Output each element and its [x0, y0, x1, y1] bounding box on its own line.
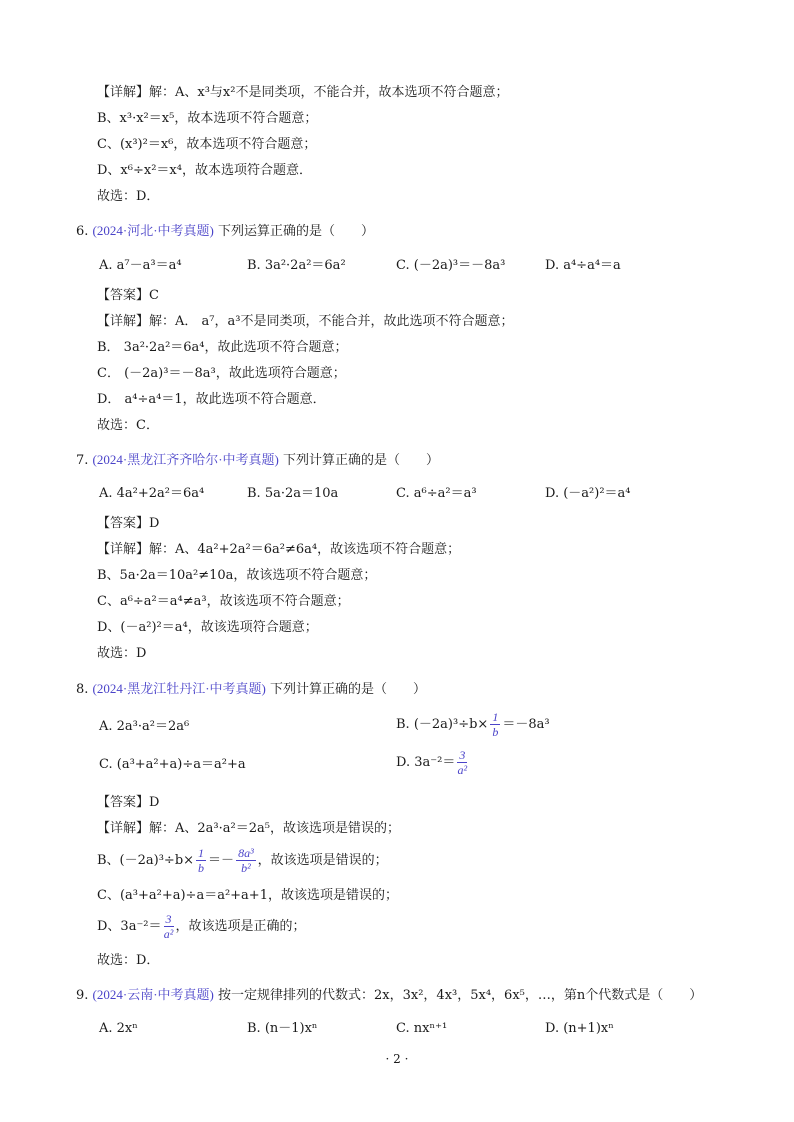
fraction-denominator: b² — [241, 861, 251, 875]
option-b: B. 3a²·2a²＝6a² — [247, 258, 346, 273]
option-a: A. 2a³·a²＝2a⁶ — [99, 719, 190, 734]
option-a: A. 2xⁿ — [99, 1021, 138, 1036]
explanation-line: 【详解】解：A、2a³·a²＝2a⁵，故该选项是错误的； — [97, 821, 400, 836]
explanation-line: 【详解】解：A． a⁷，a³不是同类项，不能合并，故此选项不符合题意； — [97, 314, 514, 329]
fraction — [164, 912, 174, 941]
fraction-denominator: a² — [457, 763, 468, 777]
text-segment: B、(－2a)³÷b× — [97, 852, 195, 868]
question-source: (2024·河北·中考真题) — [92, 223, 214, 238]
option-d: D. a⁴÷a⁴＝a — [545, 258, 621, 273]
option-a: A. a⁷－a³＝a⁴ — [99, 258, 182, 273]
question-text: 按一定规律排列的代数式：2x，3x²，4x³，5x⁴，6x⁵，…，第n个代数式是（ ） — [218, 988, 703, 1003]
question-8-stem — [76, 680, 426, 699]
question-number: 6. — [76, 224, 89, 239]
option-d: D. (n+1)xⁿ — [545, 1021, 614, 1036]
explanation-line: B、5a·2a＝10a²≠10a，故该选项不符合题意； — [97, 568, 377, 583]
explanation-line: D． a⁴÷a⁴＝1，故此选项不符合题意． — [97, 392, 326, 407]
question-source: (2024·黑龙江齐齐哈尔·中考真题) — [92, 452, 279, 467]
explanation-line: C、(x³)²＝x⁶，故本选项不符合题意； — [97, 137, 317, 152]
option-b: B. (n－1)xⁿ — [247, 1021, 318, 1036]
question-source: (2024·云南·中考真题) — [92, 987, 214, 1002]
answer-line: 【答案】D — [97, 516, 160, 531]
conclusion-line: 故选：D． — [97, 953, 160, 968]
option-a: A. 4a²+2a²＝6a⁴ — [99, 486, 205, 501]
text-segment: ，故该选项是正确的； — [175, 918, 306, 934]
text-segment: ，故该选项是错误的； — [257, 852, 388, 868]
option-d — [396, 748, 469, 777]
explanation-line: 【详解】解：A、4a²+2a²＝6a²≠6a⁴，故该选项不符合题意； — [97, 542, 461, 557]
fraction-numerator: 8a³ — [238, 846, 254, 860]
text-segment: ＝－ — [208, 852, 235, 868]
question-9-stem — [76, 986, 702, 1005]
question-number: 7. — [76, 453, 89, 468]
fraction — [490, 710, 500, 739]
question-source: (2024·黑龙江牡丹江·中考真题) — [92, 681, 266, 696]
fraction-denominator: b — [492, 725, 499, 739]
explanation-line: B、x³·x²＝x⁵，故本选项不符合题意； — [97, 111, 318, 126]
explanation-line — [97, 846, 388, 875]
question-text: 下列计算正确的是（ ） — [283, 453, 440, 468]
explanation-line: D、(－a²)²＝a⁴，故该选项符合题意； — [97, 620, 318, 635]
question-7-stem — [76, 451, 439, 470]
conclusion-line: 故选：D． — [97, 189, 160, 204]
option-c: C. nxⁿ⁺¹ — [396, 1021, 448, 1036]
answer-line: 【答案】D — [97, 795, 160, 810]
option-b — [396, 710, 550, 739]
fraction — [236, 846, 256, 875]
explanation-line: B． 3a²·2a²＝6a⁴，故此选项不符合题意； — [97, 340, 348, 355]
option-d: D. (－a²)²＝a⁴ — [545, 486, 631, 501]
question-text: 下列运算正确的是（ ） — [218, 224, 375, 239]
answer-line: 【答案】C — [97, 288, 159, 303]
conclusion-line: 故选：D — [97, 646, 147, 661]
conclusion-line: 故选：C． — [97, 418, 159, 433]
fraction — [457, 748, 467, 777]
fraction-denominator: a² — [163, 927, 174, 941]
question-number: 9. — [76, 988, 89, 1003]
option-d-prefix: D. 3a⁻²＝ — [396, 754, 456, 770]
explanation-line: C、a⁶÷a²＝a⁴≠a³，故该选项不符合题意； — [97, 594, 350, 609]
page-number: · 2 · — [385, 1052, 409, 1066]
option-c: C. a⁶÷a²＝a³ — [396, 486, 477, 501]
fraction-denominator: b — [198, 861, 205, 875]
option-c: C. (a³+a²+a)÷a＝a²+a — [99, 757, 246, 772]
fraction — [196, 846, 206, 875]
option-b: B. 5a·2a＝10a — [247, 486, 339, 501]
text-segment: D、3a⁻²＝ — [97, 918, 162, 934]
fraction-numerator: 3 — [459, 748, 466, 762]
question-number: 8. — [76, 682, 89, 697]
option-c: C. (－2a)³＝－8a³ — [396, 258, 506, 273]
fraction-numerator: 1 — [198, 846, 205, 860]
explanation-line: 【详解】解：A、x³与x²不是同类项，不能合并，故本选项不符合题意； — [97, 85, 509, 100]
question-6-stem — [76, 222, 374, 241]
fraction-numerator: 1 — [492, 710, 499, 724]
explanation-line: C、(a³+a²+a)÷a＝a²+a+1，故该选项是错误的； — [97, 888, 398, 903]
explanation-line: C． (－2a)³＝－8a³，故此选项符合题意； — [97, 366, 346, 381]
explanation-line — [97, 912, 306, 941]
option-b-prefix: B. (－2a)³÷b× — [396, 716, 489, 732]
explanation-line: D、x⁶÷x²＝x⁴，故本选项符合题意． — [97, 163, 312, 178]
option-b-suffix: ＝－8a³ — [502, 716, 550, 732]
question-text: 下列计算正确的是（ ） — [270, 682, 427, 697]
fraction-numerator: 3 — [165, 912, 172, 926]
